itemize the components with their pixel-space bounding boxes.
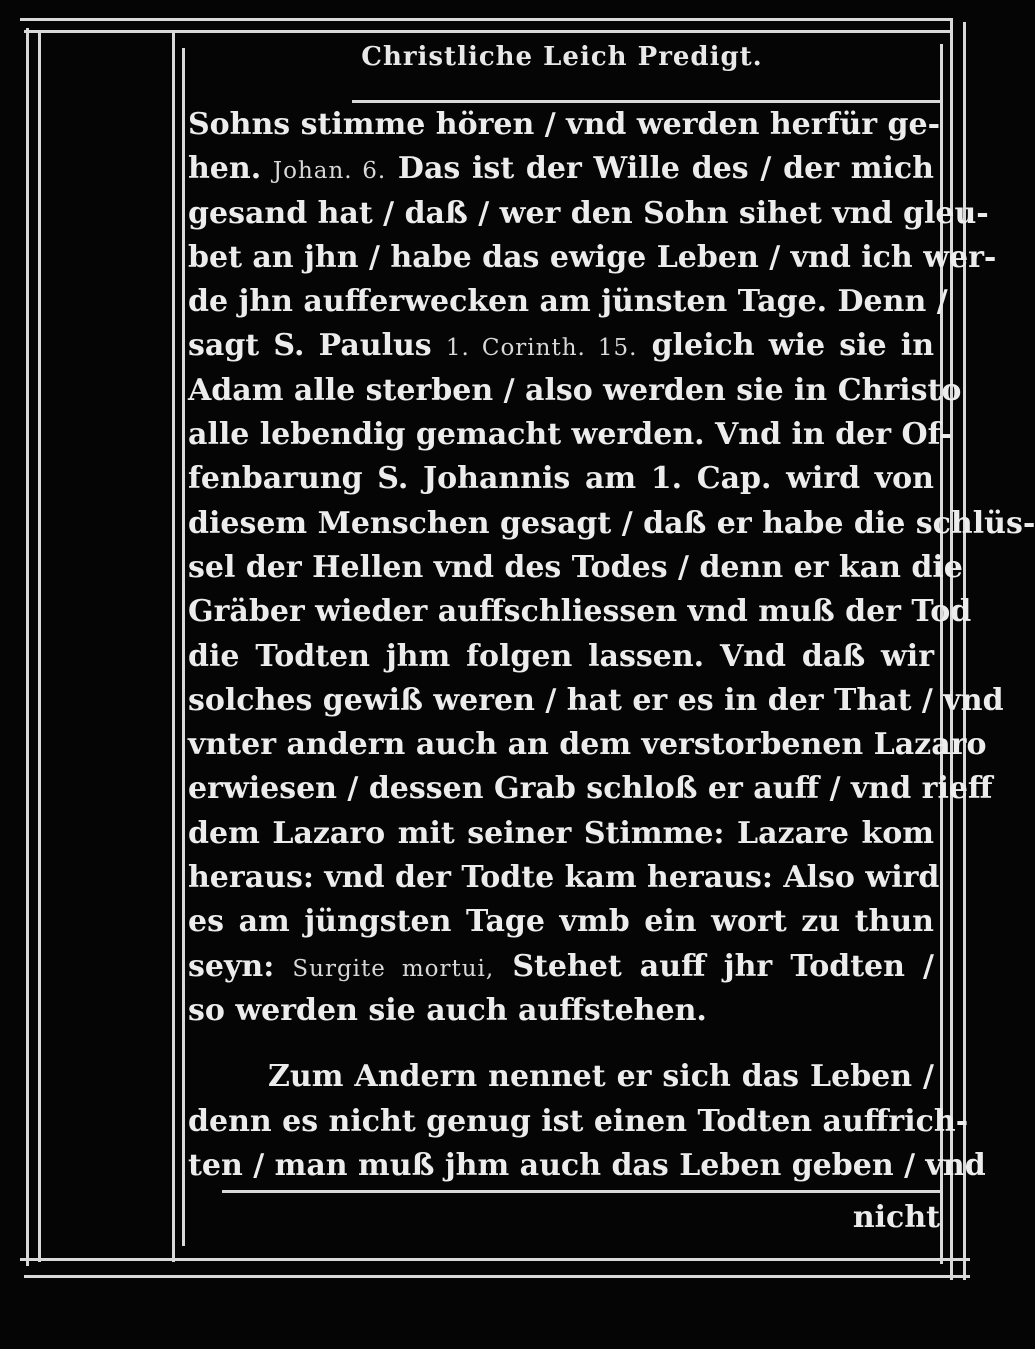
fraktur-text: seyn: <box>188 948 293 984</box>
text-line <box>188 546 963 590</box>
text-line <box>188 502 1035 546</box>
text-line <box>188 900 934 944</box>
fraktur-text: gesand hat / daß / wer den Sohn sihet vnd gleu- <box>188 195 989 231</box>
fraktur-text: ten / man muß jhm auch das Leben geben / vnd <box>188 1147 986 1183</box>
paragraph-gap <box>188 1033 934 1055</box>
text-line <box>188 989 934 1033</box>
text-line <box>188 856 940 900</box>
frame-rule-left-inner <box>38 30 41 1262</box>
running-head: Christliche Leich Predigt. <box>361 42 763 72</box>
text-line <box>188 945 934 989</box>
text-block-border-left-inner <box>182 48 185 1246</box>
fraktur-text: vnter andern auch an dem verstorbenen Lazaro <box>188 727 987 763</box>
text-line <box>188 457 934 501</box>
text-line <box>188 1144 986 1188</box>
fraktur-text: heraus: vnd der Todte kam heraus: Also wird <box>188 860 940 896</box>
body-text <box>188 103 1035 1188</box>
fraktur-text: Das ist der Wille des / der mich <box>386 151 934 187</box>
text-line <box>188 767 993 811</box>
fraktur-text: diesem Menschen gesagt / daß er habe die schlüs- <box>188 505 1035 541</box>
text-block-border-left <box>172 30 175 1262</box>
antiqua-citation: 1. Corinth. 15. <box>445 335 638 362</box>
text-line <box>188 1100 969 1144</box>
antiqua-citation: Surgite mortui, <box>292 955 495 982</box>
text-line <box>188 812 934 856</box>
text-line <box>188 103 941 147</box>
text-line <box>188 280 948 324</box>
text-line <box>188 1055 934 1099</box>
antiqua-citation: Johan. 6. <box>272 158 387 185</box>
fraktur-text: Stehet auff jhr Todten / <box>494 948 934 984</box>
frame-rule-top <box>20 18 950 21</box>
text-line <box>188 369 962 413</box>
text-line <box>188 147 934 191</box>
fraktur-text: Gräber wieder auffschliessen vnd muß der Tod <box>188 594 972 630</box>
text-line <box>188 590 972 634</box>
fraktur-text: sel der Hellen vnd des Todes / denn er kan die <box>188 549 963 585</box>
fraktur-text: alle lebendig gemacht werden. Vnd in der Of- <box>188 417 952 453</box>
text-line <box>188 413 952 457</box>
text-line <box>188 324 934 368</box>
fraktur-text: erwiesen / dessen Grab schloß er auff / vnd rieff <box>188 771 993 807</box>
fraktur-text: Zum Andern nennet er sich das Leben / <box>268 1059 934 1095</box>
frame-rule-bottom-inner <box>24 1275 970 1278</box>
frame-rule-bottom <box>20 1258 970 1261</box>
fraktur-text: solches gewiß weren / hat er es in der That / vnd <box>188 682 1004 718</box>
fraktur-text: gleich wie sie in <box>637 328 934 364</box>
fraktur-text: de jhn aufferwecken am jünsten Tage. Denn / <box>188 284 948 320</box>
fraktur-text: sagt S. Paulus <box>188 328 446 364</box>
fraktur-text: die Todten jhm folgen lassen. Vnd daß wir <box>188 638 934 674</box>
text-line <box>188 192 989 236</box>
fraktur-text: dem Lazaro mit seiner Stimme: Lazare kom <box>188 815 934 851</box>
fraktur-text: denn es nicht genug ist einen Todten auffrich- <box>188 1103 969 1139</box>
text-line <box>188 679 1004 723</box>
fraktur-text: fenbarung S. Johannis am 1. Cap. wird von <box>188 461 934 497</box>
text-line <box>188 635 934 679</box>
fraktur-text: so werden sie auch auffstehen. <box>188 992 707 1028</box>
footer-rule <box>222 1190 942 1193</box>
frame-rule-top-inner <box>24 30 950 33</box>
fraktur-text: hen. <box>188 151 273 187</box>
fraktur-text: Sohns stimme hören / vnd werden herfür ge- <box>188 107 941 142</box>
text-line <box>188 236 997 280</box>
fraktur-text: bet an jhn / habe das ewige Leben / vnd ich wer- <box>188 239 997 275</box>
fraktur-text: es am jüngsten Tage vmb ein wort zu thun <box>188 904 934 940</box>
fraktur-text: Adam alle sterben / also werden sie in Christo <box>188 372 962 408</box>
text-line <box>188 723 987 767</box>
frame-rule-left <box>26 28 29 1266</box>
catchword: nicht <box>852 1200 940 1235</box>
